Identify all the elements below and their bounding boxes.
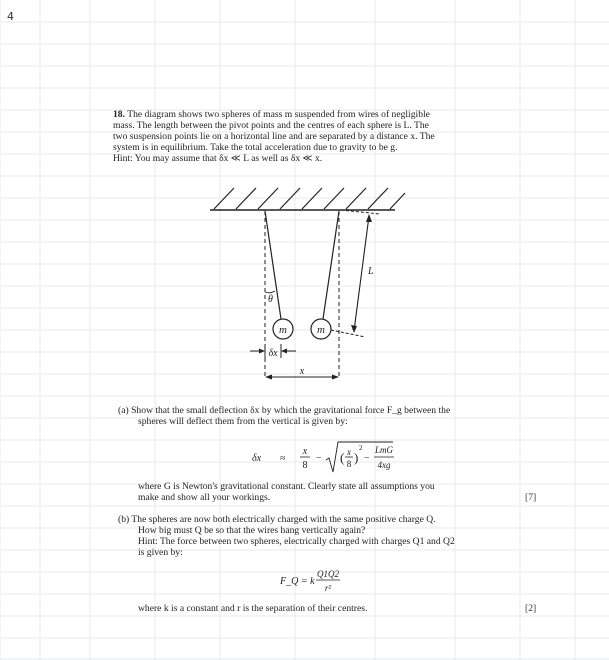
length-arrow-head-top [366,214,372,222]
part-a-label: (a) [118,405,129,416]
theta-label: θ [268,294,273,305]
part-a-after-line-2: make and show all your workings. [138,492,271,503]
part-b-hint: Hint: The force between two spheres, electrically charged with charges Q1 and Q2 [138,536,455,547]
part-b-text-1: The spheres are now both electrically charged with the same positive charge Q. [131,514,436,525]
coulomb-num: Q1Q2 [317,569,339,579]
formula-inner-den: 8 [346,459,352,469]
coulomb-formula [270,566,370,600]
part-b-line-1 [118,514,436,525]
page-number: 4 [7,10,14,23]
formula-exponent: 2 [359,444,363,452]
separation-arrow-head-right [332,375,339,380]
part-b-marks: [2] [525,603,537,614]
coulomb-den: r² [324,583,332,593]
part-b-line-2: How big must Q be so that the wires hang vertically again? [138,525,366,536]
question-intro-line-4: system is in equilibrium. Take the total acceleration due to gravity to be g. [113,142,398,153]
deflection-label: δx [268,348,278,359]
deflection-arrow-head-right [281,349,287,354]
part-a-line-2: spheres will deflect them from the vertical is given by: [138,416,348,427]
formula-num: LmG [374,445,394,455]
formula-paren-close: ) [354,450,359,465]
formula-minus-2: − [364,453,370,464]
deflection-arrow-head-left [259,349,265,354]
length-arrow-head-bottom [351,325,357,333]
right-wire [323,211,339,319]
part-b-after-line: where k is a constant and r is the separation of their centres. [138,603,368,614]
right-sphere-label: m [317,324,325,336]
formula-approx: ≈ [280,453,286,464]
formula-minus-1: − [316,453,322,464]
left-sphere-label: m [279,324,287,336]
formula-lhs: δx [252,453,262,464]
length-label: L [368,266,374,277]
formula-frac-num: x [302,446,308,457]
question-number: 18. [113,109,125,120]
question-hint: Hint: You may assume that δx ≪ L as well as δx ≪ x. [113,153,323,164]
formula-inner-num: x [347,447,351,457]
part-a-line-1 [118,405,450,416]
part-a-after-line-1: where G is Newton's gravitational constant. Clearly state all assumptions you [138,481,435,492]
coulomb-lhs: F_Q = k [280,576,315,587]
question-intro-line-3: two suspension points lie on a horizontal line and are separated by a distance x. The [113,131,435,142]
formula-paren-open: ( [340,450,345,465]
length-guide-bottom [331,330,365,337]
question-intro-line-2: mass. The length between the pivot points and the centres of each sphere is L. The [113,120,429,131]
intro-text-1: The diagram shows two spheres of mass m suspended from wires of negligible [127,109,430,120]
ceiling-hatching [214,188,405,209]
part-a-text-1: Show that the small deflection δx by which the gravitational force F_g between the [131,405,451,416]
deflection-formula [240,438,400,478]
part-b-label: (b) [118,514,130,525]
part-a-marks: [7] [525,492,537,503]
formula-frac-den: 8 [302,460,308,471]
separation-label: x [299,366,305,377]
theta-arc [265,291,275,293]
separation-arrow-head-left [265,375,272,380]
formula-den: 4xg [377,460,391,470]
length-arrow-line [354,216,369,331]
part-b-line-4: is given by: [138,547,183,558]
